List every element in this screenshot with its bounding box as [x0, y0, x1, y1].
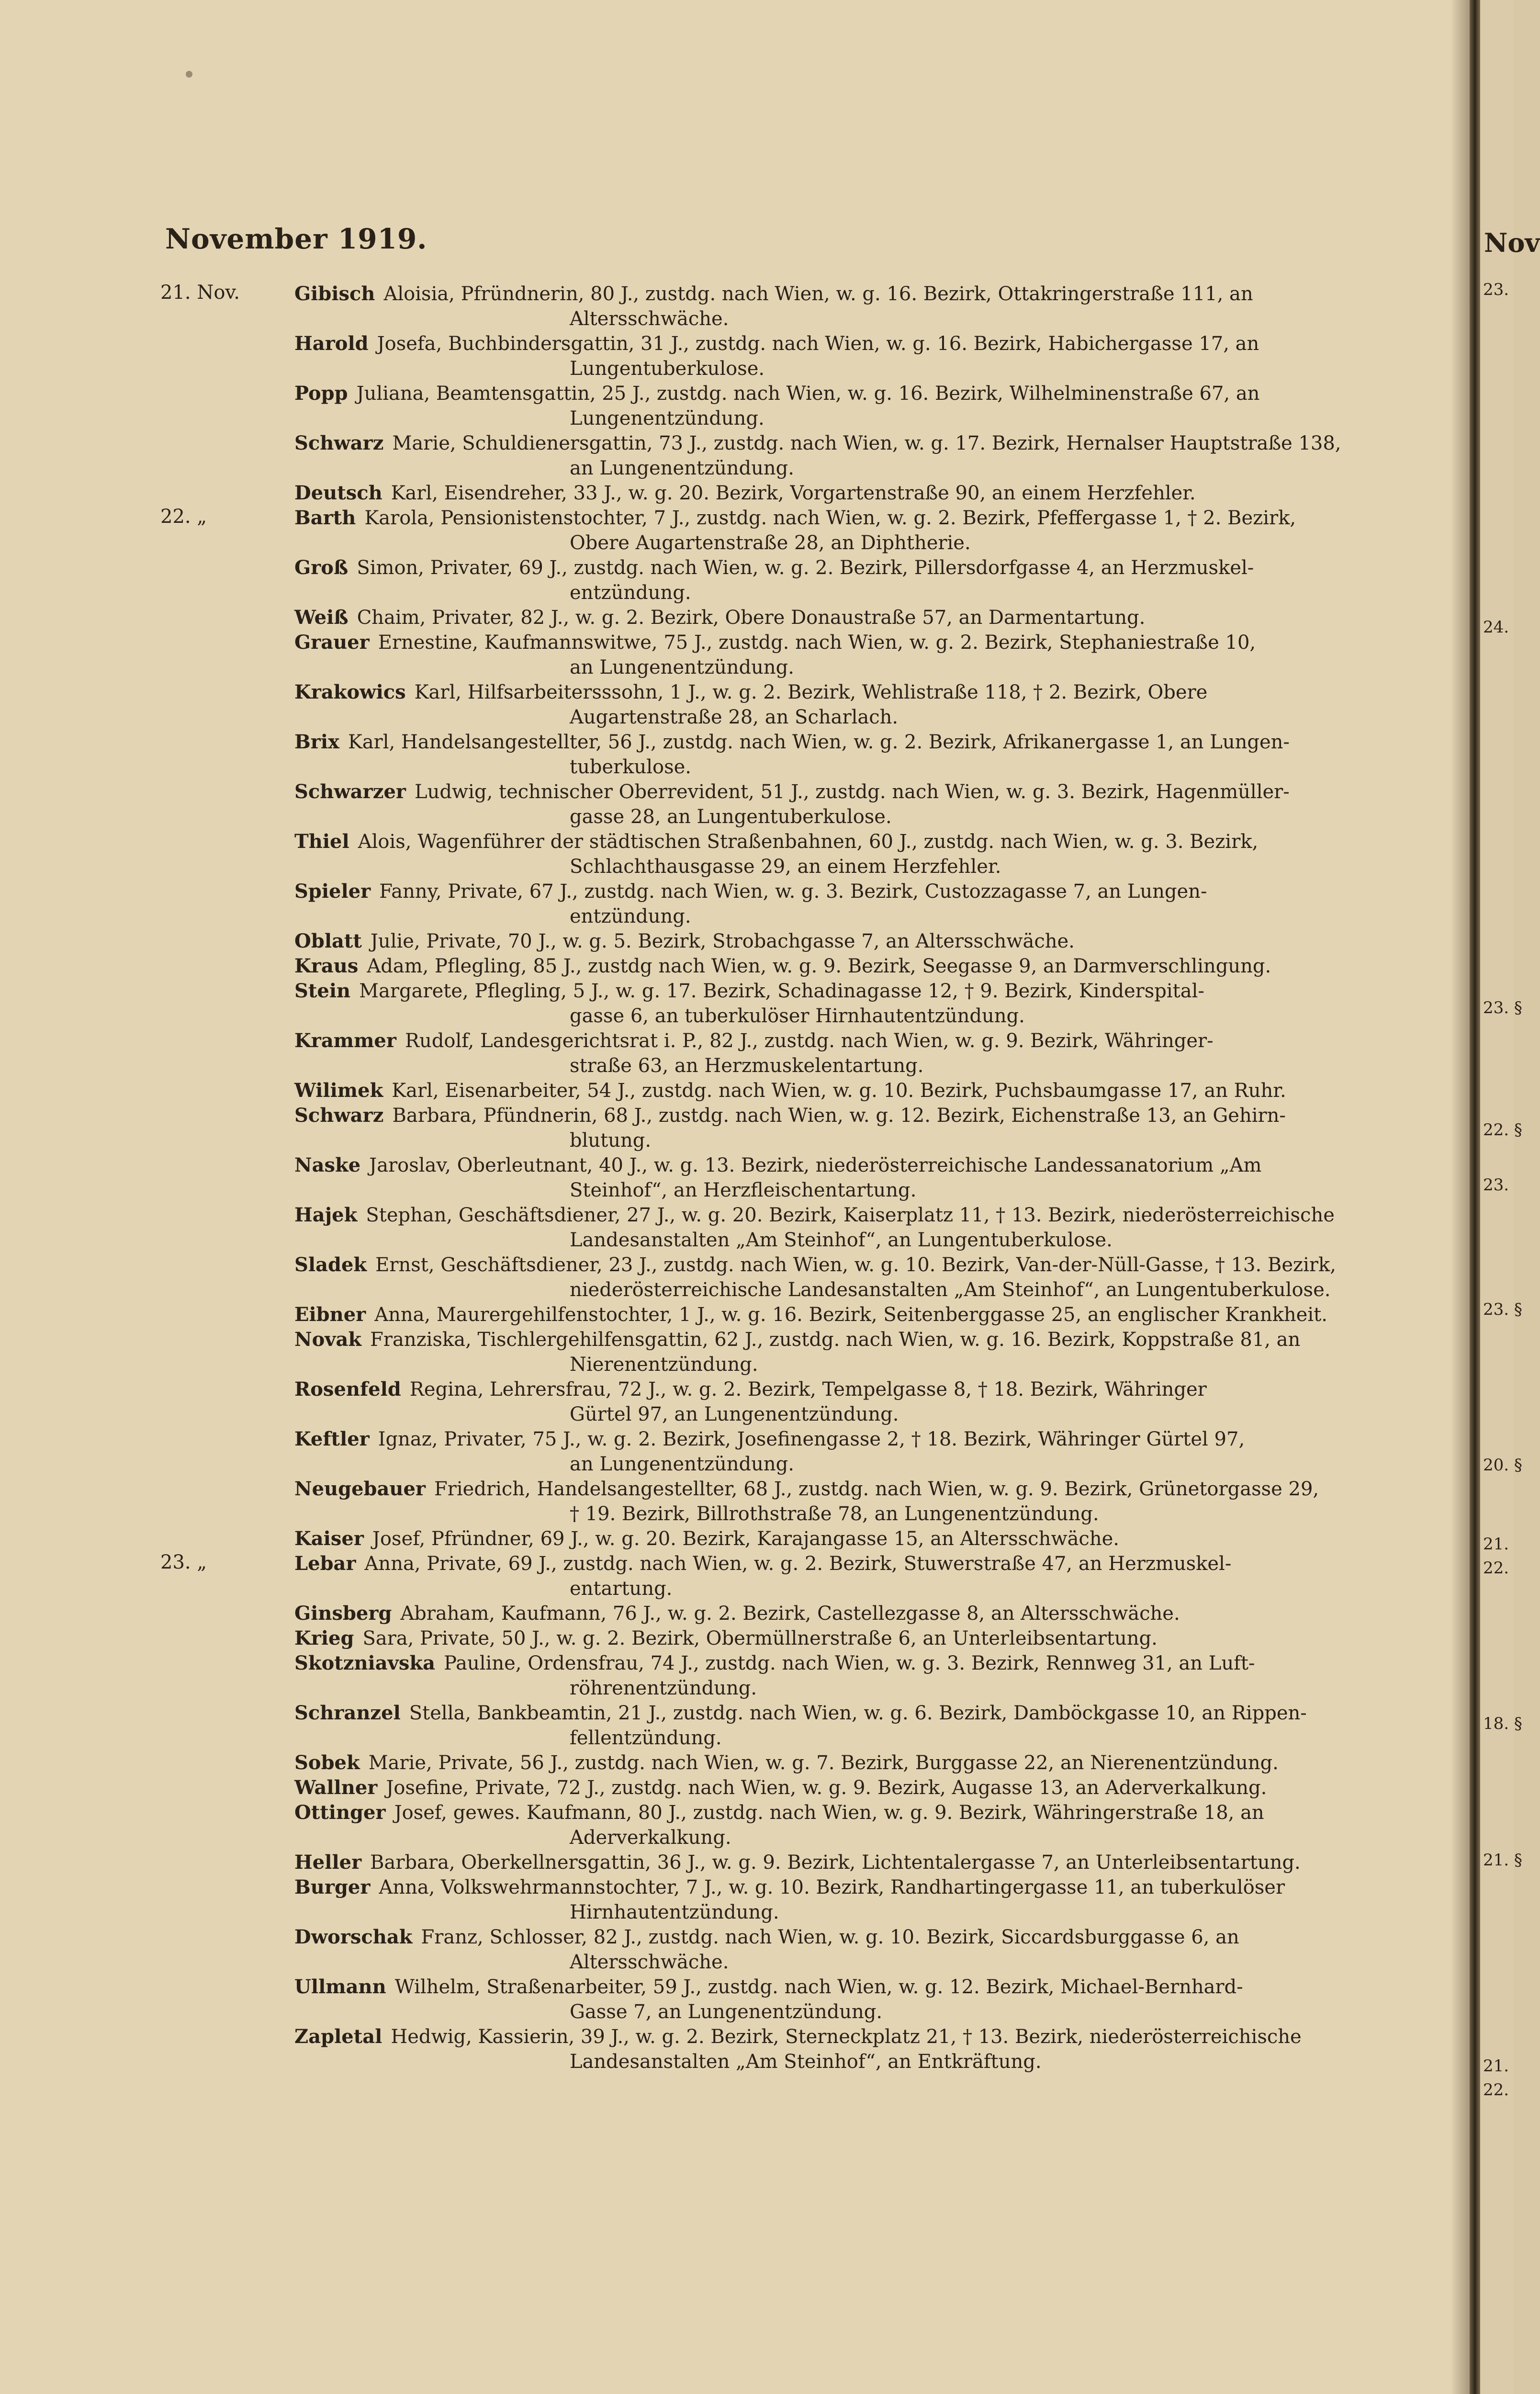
entry-continuation: gasse 6, an tuberkulöser Hirnhautentzündung. — [570, 1005, 1025, 1027]
entry-line — [294, 1975, 1443, 1999]
entry-continuation: entzündung. — [570, 582, 691, 604]
entry-text: Karola, Pensionistenstochter, 7 J., zustdg. nach Wien, w. g. 2. Bezirk, Pfeffergasse 1, † 2. Bezirk, — [364, 507, 1296, 529]
entry-text: Jaroslav, Oberleutnant, 40 J., w. g. 13. Bezirk, niederösterreichische Landessanatorium „Am — [369, 1154, 1262, 1176]
register-entry — [0, 1875, 1455, 1925]
entry-surname: Novak — [294, 1328, 362, 1351]
register-entry — [0, 1103, 1455, 1153]
register-entry — [0, 779, 1455, 829]
entry-surname: Skotzniavska — [294, 1652, 436, 1674]
register-entry — [0, 1078, 1455, 1103]
entry-surname: Wilimek — [294, 1079, 383, 1102]
entry-surname: Deutsch — [294, 482, 382, 504]
register-entry — [0, 1651, 1455, 1701]
register-entry — [0, 829, 1455, 879]
register-entry — [0, 1800, 1455, 1850]
register-entry — [0, 1551, 1455, 1601]
entry-line — [294, 1800, 1443, 1825]
entry-text: Alois, Wagenführer der städtischen Straßenbahnen, 60 J., zustdg. nach Wien, w. g. 3. Bezirk, — [358, 831, 1259, 853]
entry-line — [294, 431, 1443, 456]
entry-text: Anna, Private, 69 J., zustdg. nach Wien, w. g. 2. Bezirk, Stuwerstraße 47, an Herzmuskel- — [364, 1553, 1232, 1575]
entry-line — [294, 879, 1443, 904]
register-entry — [0, 1850, 1455, 1875]
entry-continuation: Altersschwäche. — [570, 308, 729, 330]
register-entry — [0, 381, 1455, 431]
adjacent-page-title: Nov — [1484, 227, 1540, 258]
register-entry — [0, 1327, 1455, 1377]
entry-continuation: niederösterreichische Landesanstalten „Am Steinhof“, an Lungentuberkulose. — [570, 1279, 1331, 1301]
register-entry — [0, 2024, 1455, 2074]
entry-surname: Hajek — [294, 1204, 358, 1226]
entry-text: Fanny, Private, 67 J., zustdg. nach Wien, w. g. 3. Bezirk, Custozzagasse 7, an Lungen- — [379, 881, 1207, 903]
entry-text: Abraham, Kaufmann, 76 J., w. g. 2. Bezirk, Castellezgasse 8, an Altersschwäche. — [400, 1603, 1180, 1625]
entry-text: Adam, Pflegling, 85 J., zustdg nach Wien, w. g. 9. Bezirk, Seegasse 9, an Darmverschlingung. — [367, 955, 1271, 977]
entry-text: Josef, gewes. Kaufmann, 80 J., zustdg. nach Wien, w. g. 9. Bezirk, Währingerstraße 18, an — [394, 1802, 1264, 1824]
entry-surname: Keftler — [294, 1428, 370, 1450]
entry-surname: Krieg — [294, 1627, 354, 1649]
entry-surname: Barth — [294, 507, 356, 529]
entry-line — [294, 1551, 1443, 1576]
register-entry — [0, 929, 1455, 954]
entry-text: Marie, Private, 56 J., zustdg. nach Wien, w. g. 7. Bezirk, Burggasse 22, an Nierenentzündung. — [368, 1752, 1279, 1774]
register-entry — [0, 506, 1455, 555]
adjacent-margin-date: 22. — [1483, 1558, 1509, 1578]
adjacent-page — [1480, 0, 1540, 2394]
entry-surname: Sladek — [294, 1253, 367, 1276]
entry-line — [294, 1327, 1443, 1352]
entry-line — [294, 1925, 1443, 1950]
entry-text: Sara, Private, 50 J., w. g. 2. Bezirk, Obermüllnerstraße 6, an Unterleibsentartung. — [362, 1627, 1158, 1649]
entry-text: Barbara, Oberkellnersgattin, 36 J., w. g. 9. Bezirk, Lichtentalergasse 7, an Unterleibsentartung. — [370, 1852, 1301, 1874]
entry-line — [294, 1526, 1443, 1551]
entry-line — [294, 1875, 1443, 1900]
entry-surname: Rosenfeld — [294, 1378, 401, 1400]
entry-surname: Gibisch — [294, 282, 375, 305]
entry-text: Simon, Privater, 69 J., zustdg. nach Wien, w. g. 2. Bezirk, Pillersdorfgasse 4, an Herzmuskel- — [357, 557, 1254, 579]
register-entry — [0, 1377, 1455, 1427]
entry-line — [294, 282, 1443, 306]
entry-continuation: Steinhof“, an Herzfleischentartung. — [570, 1179, 917, 1201]
register-entry — [0, 1775, 1455, 1800]
entry-line — [294, 1775, 1443, 1800]
entry-surname: Groß — [294, 556, 348, 579]
entry-surname: Schwarzer — [294, 780, 406, 803]
entry-line — [294, 1203, 1443, 1228]
entry-line — [294, 555, 1443, 580]
entry-line — [294, 1651, 1443, 1676]
entry-line — [294, 1850, 1443, 1875]
entry-line — [294, 1302, 1443, 1327]
entry-date: 22. „ — [160, 506, 207, 528]
adjacent-margin-date: 23. — [1483, 1175, 1509, 1195]
entry-line — [294, 506, 1443, 531]
entry-line — [294, 779, 1443, 804]
register-entry — [0, 282, 1455, 331]
entry-text: Regina, Lehrersfrau, 72 J., w. g. 2. Bezirk, Tempelgasse 8, † 18. Bezirk, Währinger — [409, 1378, 1207, 1400]
entry-continuation: Landesanstalten „Am Steinhof“, an Entkräftung. — [570, 2051, 1042, 2073]
entry-text: Chaim, Privater, 82 J., w. g. 2. Bezirk, Obere Donaustraße 57, an Darmentartung. — [357, 607, 1146, 629]
register-entry — [0, 879, 1455, 929]
entry-surname: Naske — [294, 1154, 361, 1176]
entry-date: 21. Nov. — [160, 282, 240, 304]
entry-text: Franz, Schlosser, 82 J., zustdg. nach Wien, w. g. 10. Bezirk, Siccardsburggasse 6, an — [421, 1926, 1239, 1948]
entry-surname: Krammer — [294, 1029, 396, 1052]
register-entry — [0, 331, 1455, 381]
entry-surname: Neugebauer — [294, 1478, 426, 1500]
entry-surname: Heller — [294, 1851, 362, 1874]
page-edge-shadow — [1450, 0, 1470, 2394]
register-entry — [0, 979, 1455, 1028]
adjacent-margin-date: 23. — [1483, 280, 1509, 299]
entry-continuation: Gürtel 97, an Lungenentzündung. — [570, 1403, 899, 1425]
entry-surname: Sobek — [294, 1751, 360, 1774]
adjacent-margin-date: 21. — [1483, 1535, 1509, 1554]
entry-line — [294, 929, 1443, 954]
register-entry — [0, 954, 1455, 979]
entry-continuation: † 19. Bezirk, Billrothstraße 78, an Lungenentzündung. — [570, 1503, 1099, 1525]
entry-surname: Schranzel — [294, 1702, 401, 1724]
entry-text: Josef, Pfründner, 69 J., w. g. 20. Bezirk, Karajangasse 15, an Altersschwäche. — [372, 1528, 1119, 1550]
entry-continuation: an Lungenentzündung. — [570, 457, 795, 479]
entry-continuation: Gasse 7, an Lungenentzündung. — [570, 2001, 883, 2023]
adjacent-margin-date: 24. — [1483, 618, 1509, 637]
entry-surname: Schwarz — [294, 1104, 384, 1127]
entry-line — [294, 481, 1443, 506]
register-entry — [0, 1701, 1455, 1750]
entry-text: Friedrich, Handelsangestellter, 68 J., zustdg. nach Wien, w. g. 9. Bezirk, Grünetorgasse 29, — [434, 1478, 1319, 1500]
entry-surname: Lebar — [294, 1552, 356, 1575]
entry-text: Karl, Eisenarbeiter, 54 J., zustdg. nach Wien, w. g. 10. Bezirk, Puchsbaumgasse 17, an Ruhr. — [392, 1080, 1286, 1102]
entry-line — [294, 1601, 1443, 1626]
entry-text: Wilhelm, Straßenarbeiter, 59 J., zustdg. nach Wien, w. g. 12. Bezirk, Michael-Bernhard- — [394, 1976, 1243, 1998]
entry-continuation: röhrenentzündung. — [570, 1677, 757, 1699]
entry-continuation: Landesanstalten „Am Steinhof“, an Lungentuberkulose. — [570, 1229, 1113, 1251]
register-entry — [0, 605, 1455, 630]
entry-text: Ernestine, Kaufmannswitwe, 75 J., zustdg. nach Wien, w. g. 2. Bezirk, Stephaniestraße 10, — [378, 632, 1256, 654]
register-entry — [0, 1601, 1455, 1626]
entry-continuation: Altersschwäche. — [570, 1951, 729, 1973]
entry-line — [294, 1750, 1443, 1775]
register-entry — [0, 481, 1455, 506]
entry-text: Rudolf, Landesgerichtsrat i. P., 82 J., zustdg. nach Wien, w. g. 9. Bezirk, Währinger- — [405, 1030, 1214, 1052]
entry-text: Hedwig, Kassierin, 39 J., w. g. 2. Bezirk, Sterneckplatz 21, † 13. Bezirk, niederösterreichische — [391, 2026, 1302, 2048]
entry-continuation: Nierenentzündung. — [570, 1354, 758, 1376]
entry-continuation: Lungentuberkulose. — [570, 358, 765, 380]
adjacent-margin-date: 21. — [1483, 2056, 1509, 2076]
entry-text: Ignaz, Privater, 75 J., w. g. 2. Bezirk, Josefinengasse 2, † 18. Bezirk, Währinger Gürtel 97, — [378, 1428, 1245, 1450]
entry-surname: Oblatt — [294, 930, 362, 952]
entry-text: Aloisia, Pfründnerin, 80 J., zustdg. nach Wien, w. g. 16. Bezirk, Ottakringerstraße 111, an — [383, 283, 1253, 305]
entry-line — [294, 979, 1443, 1004]
entry-line — [294, 1103, 1443, 1128]
entry-line — [294, 954, 1443, 979]
entry-text: Anna, Volkswehrmannstochter, 7 J., w. g. 10. Bezirk, Randhartingergasse 11, an tuberkulöser — [379, 1876, 1285, 1898]
entry-text: Ernst, Geschäftsdiener, 23 J., zustdg. nach Wien, w. g. 10. Bezirk, Van-der-Nüll-Gasse, † 13. Bezirk, — [375, 1254, 1336, 1276]
register-entry — [0, 1302, 1455, 1327]
entry-line — [294, 1377, 1443, 1402]
entry-surname: Schwarz — [294, 432, 384, 454]
entry-line — [294, 1028, 1443, 1053]
adjacent-margin-date: 21. § — [1483, 1851, 1522, 1870]
entry-surname: Ottinger — [294, 1801, 386, 1824]
register-entry — [0, 1153, 1455, 1203]
entry-text: Pauline, Ordensfrau, 74 J., zustdg. nach Wien, w. g. 3. Bezirk, Rennweg 31, an Luft- — [444, 1652, 1255, 1674]
entry-continuation: Hirnhautentzündung. — [570, 1901, 779, 1923]
entry-line — [294, 1153, 1443, 1178]
register-entry — [0, 431, 1455, 481]
adjacent-margin-date: 18. § — [1483, 1714, 1522, 1733]
register-entry — [0, 1750, 1455, 1775]
adjacent-margin-date: 23. § — [1483, 998, 1522, 1017]
entry-continuation: straße 63, an Herzmuskelentartung. — [570, 1055, 924, 1077]
page-title: November 1919. — [165, 223, 427, 255]
entry-text: Juliana, Beamtensgattin, 25 J., zustdg. nach Wien, w. g. 16. Bezirk, Wilhelminenstraße 67, an — [356, 383, 1260, 405]
paper-spot — [186, 71, 192, 78]
register-entry — [0, 680, 1455, 730]
register-entry — [0, 1526, 1455, 1551]
entry-surname: Burger — [294, 1876, 371, 1898]
adjacent-margin-date: 23. § — [1483, 1300, 1522, 1319]
entry-continuation: tuberkulose. — [570, 756, 692, 778]
entry-continuation: Obere Augartenstraße 28, an Diphtherie. — [570, 532, 971, 554]
entry-continuation: an Lungenentzündung. — [570, 1453, 795, 1475]
entry-surname: Wallner — [294, 1776, 378, 1799]
register-entry — [0, 1925, 1455, 1975]
entry-surname: Weiß — [294, 606, 348, 629]
entry-surname: Ullmann — [294, 1976, 386, 1998]
entry-text: Karl, Hilfsarbeitersssohn, 1 J., w. g. 2. Bezirk, Wehlistraße 118, † 2. Bezirk, Obere — [414, 681, 1208, 703]
register-entry — [0, 1975, 1455, 2024]
register-entry — [0, 1203, 1455, 1253]
entry-continuation: gasse 28, an Lungentuberkulose. — [570, 806, 892, 828]
entry-continuation: Augartenstraße 28, an Scharlach. — [570, 706, 899, 728]
entry-surname: Spieler — [294, 880, 371, 903]
entry-continuation: blutung. — [570, 1129, 652, 1152]
entry-line — [294, 605, 1443, 630]
entry-continuation: an Lungenentzündung. — [570, 656, 795, 678]
register-entry — [0, 1427, 1455, 1477]
adjacent-margin-date: 22. — [1483, 2080, 1509, 2100]
entry-surname: Harold — [294, 332, 369, 355]
entry-surname: Krakowics — [294, 681, 406, 703]
entry-line — [294, 730, 1443, 755]
entry-text: Karl, Handelsangestellter, 56 J., zustdg. nach Wien, w. g. 2. Bezirk, Afrikanergasse 1, an Lungen- — [348, 731, 1290, 753]
entry-text: Stella, Bankbeamtin, 21 J., zustdg. nach Wien, w. g. 6. Bezirk, Damböckgasse 10, an Rippen- — [409, 1702, 1307, 1724]
entry-surname: Eibner — [294, 1303, 366, 1326]
entry-line — [294, 630, 1443, 655]
adjacent-margin-date: 20. § — [1483, 1456, 1522, 1475]
entry-surname: Stein — [294, 980, 351, 1002]
adjacent-margin-date: 22. § — [1483, 1120, 1522, 1140]
entry-text: Anna, Maurergehilfenstochter, 1 J., w. g. 16. Bezirk, Seitenberggasse 25, an englischer Krankheit. — [374, 1304, 1327, 1326]
entry-line — [294, 1626, 1443, 1651]
register-entry — [0, 1477, 1455, 1526]
entry-surname: Popp — [294, 382, 348, 405]
entry-line — [294, 2024, 1443, 2049]
entry-line — [294, 680, 1443, 705]
entry-surname: Thiel — [294, 830, 349, 853]
entry-surname: Zapletal — [294, 2025, 382, 2048]
register-entry — [0, 1626, 1455, 1651]
entry-continuation: entartung. — [570, 1578, 673, 1600]
entry-text: Barbara, Pfündnerin, 68 J., zustdg. nach Wien, w. g. 12. Bezirk, Eichenstraße 13, an Gehirn- — [392, 1105, 1286, 1127]
entry-continuation: entzündung. — [570, 905, 691, 927]
entry-text: Josefine, Private, 72 J., zustdg. nach Wien, w. g. 9. Bezirk, Augasse 13, an Aderverkalkung. — [386, 1777, 1267, 1799]
entry-text: Marie, Schuldienersgattin, 73 J., zustdg. nach Wien, w. g. 17. Bezirk, Hernalser Hauptstraße 138, — [392, 432, 1341, 454]
entry-continuation: fellentzündung. — [570, 1727, 722, 1749]
entry-surname: Kraus — [294, 955, 359, 977]
entry-text: Julie, Private, 70 J., w. g. 5. Bezirk, Strobachgasse 7, an Altersschwäche. — [370, 930, 1075, 952]
entry-surname: Brix — [294, 731, 339, 753]
entry-line — [294, 1701, 1443, 1726]
entry-date: 23. „ — [160, 1551, 207, 1573]
entry-text: Karl, Eisendreher, 33 J., w. g. 20. Bezirk, Vorgartenstraße 90, an einem Herzfehler. — [391, 482, 1196, 504]
entry-continuation: Aderverkalkung. — [570, 1827, 731, 1849]
register-entry — [0, 730, 1455, 779]
entry-line — [294, 381, 1443, 406]
entry-line — [294, 1477, 1443, 1502]
entry-surname: Dworschak — [294, 1926, 413, 1948]
entry-line — [294, 1253, 1443, 1277]
entry-text: Franziska, Tischlergehilfensgattin, 62 J., zustdg. nach Wien, w. g. 16. Bezirk, Koppstraße 81, an — [370, 1329, 1301, 1351]
register-entry — [0, 555, 1455, 605]
entry-text: Stephan, Geschäftsdiener, 27 J., w. g. 20. Bezirk, Kaiserplatz 11, † 13. Bezirk, niederösterreichische — [366, 1204, 1335, 1226]
entry-surname: Kaiser — [294, 1527, 364, 1550]
entry-line — [294, 1078, 1443, 1103]
entry-surname: Ginsberg — [294, 1602, 392, 1625]
death-register-list — [0, 282, 1455, 2074]
entry-line — [294, 331, 1443, 356]
entry-text: Josefa, Buchbindersgattin, 31 J., zustdg. nach Wien, w. g. 16. Bezirk, Habichergasse 17, an — [377, 333, 1259, 355]
register-entry — [0, 1028, 1455, 1078]
entry-text: Ludwig, technischer Oberrevident, 51 J., zustdg. nach Wien, w. g. 3. Bezirk, Hagenmüller- — [415, 781, 1290, 803]
register-entry — [0, 1253, 1455, 1302]
entry-continuation: Schlachthausgasse 29, an einem Herzfehler. — [570, 856, 1001, 878]
entry-text: Margarete, Pflegling, 5 J., w. g. 17. Bezirk, Schadinagasse 12, † 9. Bezirk, Kinderspital- — [359, 980, 1204, 1002]
entry-continuation: Lungenentzündung. — [570, 407, 764, 429]
entry-line — [294, 829, 1443, 854]
register-entry — [0, 630, 1455, 680]
book-gutter — [1470, 0, 1480, 2394]
entry-surname: Grauer — [294, 631, 370, 654]
entry-line — [294, 1427, 1443, 1452]
